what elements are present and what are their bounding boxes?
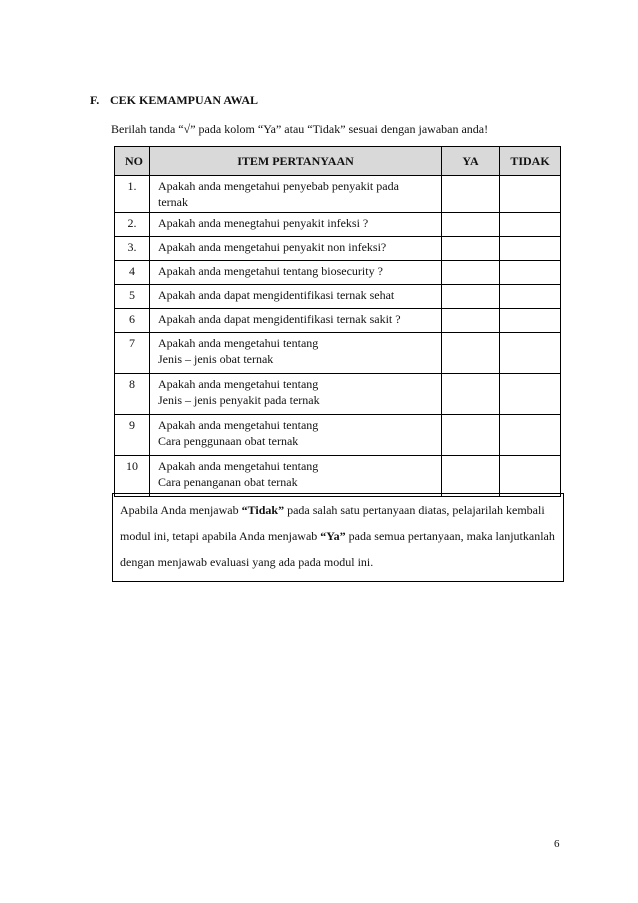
header-item: ITEM PERTANYAAN bbox=[150, 147, 442, 176]
question-cell bbox=[150, 309, 442, 333]
row-number: 9 bbox=[115, 415, 150, 456]
tidak-answer-cell[interactable] bbox=[500, 333, 561, 374]
table-row bbox=[115, 374, 561, 415]
ya-answer-cell[interactable] bbox=[442, 237, 500, 261]
question-cell bbox=[150, 261, 442, 285]
tidak-answer-cell[interactable] bbox=[500, 374, 561, 415]
header-tidak: TIDAK bbox=[500, 147, 561, 176]
row-number: 4 bbox=[115, 261, 150, 285]
tidak-answer-cell[interactable] bbox=[500, 237, 561, 261]
question-line: Apakah anda menegtahui penyakit infeksi ? bbox=[158, 216, 369, 230]
ya-answer-cell[interactable] bbox=[442, 176, 500, 213]
table-row bbox=[115, 213, 561, 237]
question-line: Jenis – jenis obat ternak bbox=[158, 352, 274, 366]
row-number: 10 bbox=[115, 456, 150, 497]
table-header-row bbox=[115, 147, 561, 176]
question-line: Jenis – jenis penyakit pada ternak bbox=[158, 393, 320, 407]
question-cell bbox=[150, 285, 442, 309]
assessment-table bbox=[114, 146, 561, 497]
question-line: Cara penggunaan obat ternak bbox=[158, 434, 299, 448]
tidak-answer-cell[interactable] bbox=[500, 285, 561, 309]
question-line: Cara penanganan obat ternak bbox=[158, 475, 298, 489]
ya-answer-cell[interactable] bbox=[442, 415, 500, 456]
question-line: Apakah anda dapat mengidentifikasi ternak sehat bbox=[158, 288, 395, 302]
question-cell bbox=[150, 213, 442, 237]
note-emphasis-tidak: “Tidak” bbox=[241, 503, 285, 517]
table-row bbox=[115, 456, 561, 497]
tidak-answer-cell[interactable] bbox=[500, 309, 561, 333]
question-line: Apakah anda dapat mengidentifikasi ternak sakit ? bbox=[158, 312, 401, 326]
tidak-answer-cell[interactable] bbox=[500, 261, 561, 285]
question-cell bbox=[150, 333, 442, 374]
note-text: pada salah satu pertanyaan diatas, pelajarilah kembali modul ini, tetapi apabila Anda menjawab bbox=[120, 503, 545, 543]
question-line: Apakah anda mengetahui tentang bbox=[158, 336, 319, 350]
section-heading bbox=[90, 93, 258, 108]
row-number: 8 bbox=[115, 374, 150, 415]
table-row bbox=[115, 333, 561, 374]
question-cell bbox=[150, 237, 442, 261]
question-cell bbox=[150, 176, 442, 213]
row-number: 7 bbox=[115, 333, 150, 374]
question-line: ternak bbox=[158, 195, 188, 209]
question-line: Apakah anda mengetahui tentang bbox=[158, 418, 319, 432]
ya-answer-cell[interactable] bbox=[442, 456, 500, 497]
table-row bbox=[115, 237, 561, 261]
question-line: Apakah anda mengetahui tentang bbox=[158, 459, 319, 473]
tidak-answer-cell[interactable] bbox=[500, 176, 561, 213]
question-cell bbox=[150, 374, 442, 415]
question-cell bbox=[150, 456, 442, 497]
tidak-answer-cell[interactable] bbox=[500, 415, 561, 456]
table-row bbox=[115, 415, 561, 456]
page-number: 6 bbox=[554, 838, 560, 850]
table-row bbox=[115, 309, 561, 333]
row-number: 5 bbox=[115, 285, 150, 309]
ya-answer-cell[interactable] bbox=[442, 309, 500, 333]
ya-answer-cell[interactable] bbox=[442, 261, 500, 285]
section-title: CEK KEMAMPUAN AWAL bbox=[110, 93, 259, 107]
note-emphasis-ya: “Ya” bbox=[320, 529, 346, 543]
instruction-note-box bbox=[112, 493, 564, 582]
question-line: Apakah anda mengetahui penyakit non infeksi? bbox=[158, 240, 387, 254]
table-row bbox=[115, 285, 561, 309]
header-no: NO bbox=[115, 147, 150, 176]
instruction-text: Berilah tanda “√” pada kolom “Ya” atau “Tidak” sesuai dengan jawaban anda! bbox=[111, 122, 489, 136]
note-text: Apabila Anda menjawab bbox=[120, 503, 242, 517]
header-ya: YA bbox=[442, 147, 500, 176]
ya-answer-cell[interactable] bbox=[442, 374, 500, 415]
question-line: Apakah anda mengetahui tentang biosecurity ? bbox=[158, 264, 383, 278]
ya-answer-cell[interactable] bbox=[442, 285, 500, 309]
table-row bbox=[115, 176, 561, 213]
tidak-answer-cell[interactable] bbox=[500, 456, 561, 497]
row-number: 2. bbox=[115, 213, 150, 237]
section-letter: F. bbox=[90, 93, 100, 107]
row-number: 6 bbox=[115, 309, 150, 333]
table-row bbox=[115, 261, 561, 285]
ya-answer-cell[interactable] bbox=[442, 213, 500, 237]
question-line: Apakah anda mengetahui penyebab penyakit pada bbox=[158, 179, 399, 193]
row-number: 3. bbox=[115, 237, 150, 261]
ya-answer-cell[interactable] bbox=[442, 333, 500, 374]
note-text: pada semua pertanyaan, maka lanjutkanlah dengan menjawab evaluasi yang ada pada modul ini. bbox=[120, 529, 555, 569]
question-line: Apakah anda mengetahui tentang bbox=[158, 377, 319, 391]
tidak-answer-cell[interactable] bbox=[500, 213, 561, 237]
row-number: 1. bbox=[115, 176, 150, 213]
question-cell bbox=[150, 415, 442, 456]
